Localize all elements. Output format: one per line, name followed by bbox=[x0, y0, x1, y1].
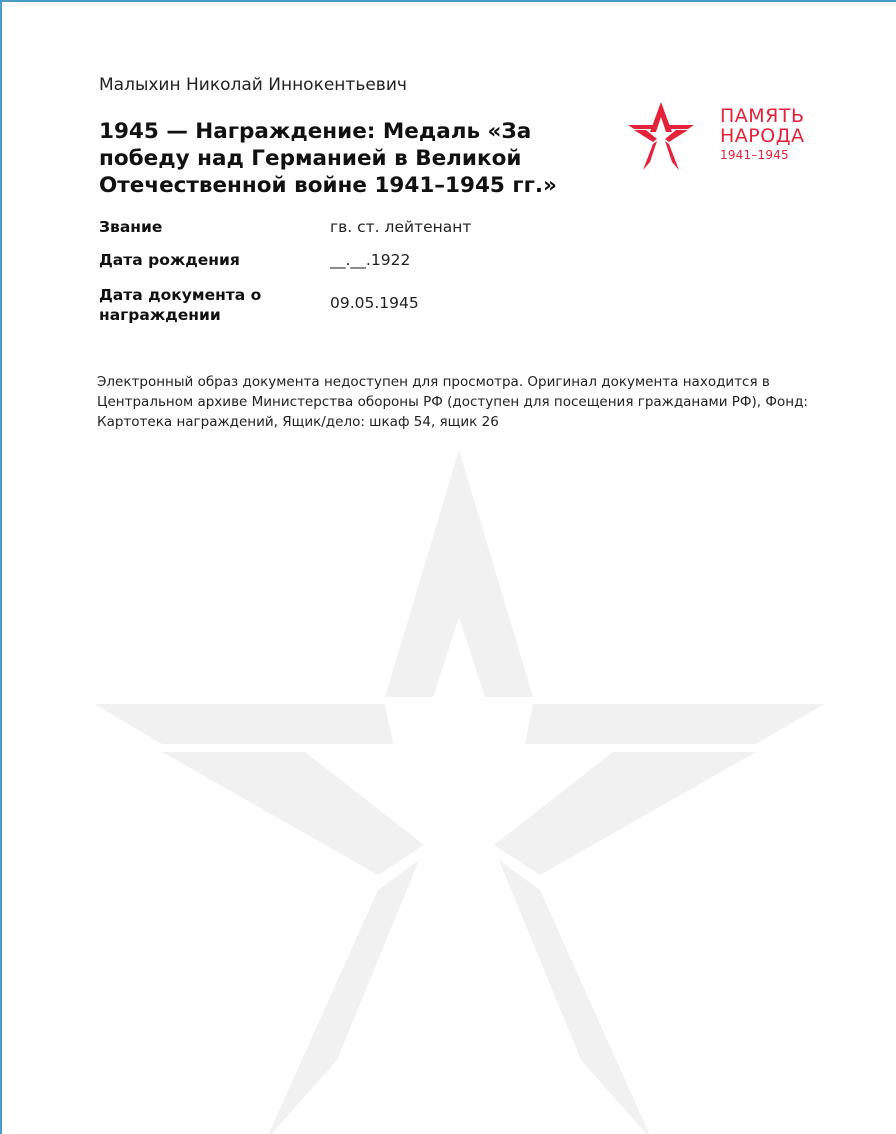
field-value-birth-date: __.__.1922 bbox=[330, 251, 411, 269]
star-watermark-icon bbox=[94, 450, 824, 1134]
logo-text bbox=[720, 106, 805, 164]
person-name: Малыхин Николай Иннокентьевич bbox=[99, 75, 407, 95]
field-label-rank: Звание bbox=[99, 218, 163, 236]
award-title: 1945 — Награждение: Медаль «За победу над Германией в Великой Отечественной войне 1941–1945 гг.» bbox=[99, 119, 557, 198]
red-star-icon bbox=[628, 102, 694, 170]
field-label-document-date: Дата документа о награждении bbox=[99, 286, 262, 324]
field-label-birth-date: Дата рождения bbox=[99, 251, 240, 269]
logo-line-1: ПАМЯТЬ bbox=[720, 105, 805, 127]
field-value-document-date: 09.05.1945 bbox=[330, 294, 419, 312]
pamyat-naroda-logo[interactable] bbox=[628, 102, 828, 172]
field-value-rank: гв. ст. лейтенант bbox=[330, 218, 472, 236]
logo-line-2: НАРОДА bbox=[720, 125, 805, 147]
logo-years: 1941–1945 bbox=[720, 148, 789, 162]
archive-note: Электронный образ документа недоступен для просмотра. Оригинал документа находится в Центральном архиве Министерства обороны РФ (доступен для посещения гражданами РФ), Фонд: Картотека награждений, Ящик/дело: шкаф 54, ящик 26 bbox=[97, 374, 808, 430]
